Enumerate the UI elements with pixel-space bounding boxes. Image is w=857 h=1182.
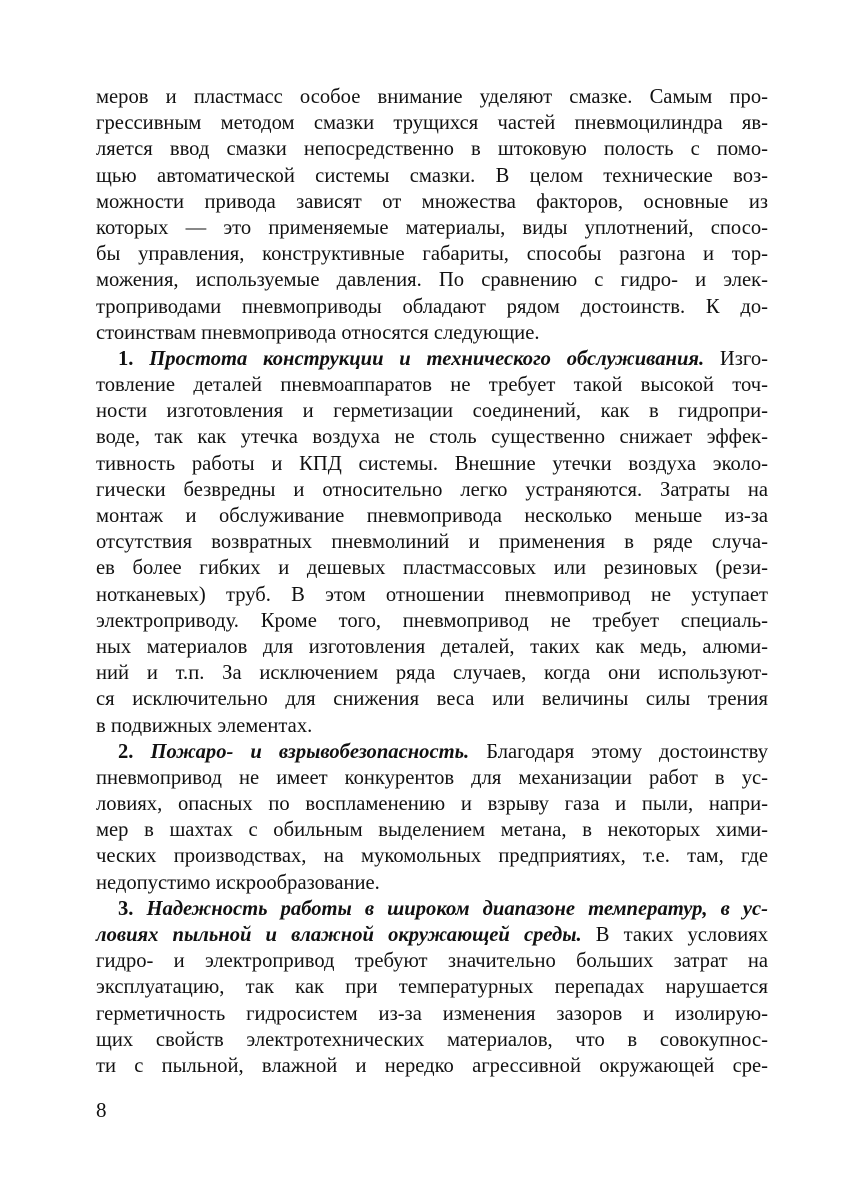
page-body xyxy=(96,84,768,1079)
item-text: Изго- xyxy=(704,347,768,370)
page-number: 8 xyxy=(96,1098,107,1122)
text-line: можности привода зависят от множества факторов, основные из xyxy=(96,190,768,213)
text-line: электроприводу. Кроме того, пневмопривод не требует специаль- xyxy=(96,609,768,632)
item-second-line xyxy=(96,922,768,948)
text-line: ловиях, опасных по воспламенению и взрыву газа и пыли, напри- xyxy=(96,793,768,816)
text-line: щих свойств электротехнических материалов, что в совокупнос- xyxy=(96,1028,768,1051)
text-line: пневмопривод не имеет конкурентов для механизации работ в ус- xyxy=(96,766,768,789)
text-line: тивность работы и КПД системы. Внешние утечки воздуха эколо- xyxy=(96,452,768,475)
paragraph-item-1 xyxy=(96,346,768,739)
text-line: эксплуатацию, так как при температурных перепадах нарушается xyxy=(96,976,768,999)
text-line: ности изготовления и герметизации соединений, как в гидропри- xyxy=(96,400,768,423)
text-line: грессивным методом смазки трущихся частей пневмоцилиндра яв- xyxy=(96,112,768,135)
text-line: мер в шахтах с обильным выделением метана, в некоторых хими- xyxy=(96,819,768,842)
text-line: монтаж и обслуживание пневмопривода несколько меньше из-за xyxy=(96,505,768,527)
paragraph-item-3 xyxy=(96,896,768,1079)
text-line: ти с пыльной, влажной и нередко агрессивной окружающей сре- xyxy=(96,1054,768,1077)
paragraph-item-2 xyxy=(96,739,768,896)
text-line: ний и т.п. За исключением ряда случаев, когда они используют- xyxy=(96,662,768,685)
text-line: в подвижных элементах. xyxy=(96,714,313,737)
item-heading-cont: ловиях пыльной и влажной окружающей среды. xyxy=(96,924,582,946)
paragraph-intro xyxy=(96,84,768,346)
item-heading: Пожаро- и взрывобезопасность. xyxy=(150,740,470,763)
text-line: отсутствия возвратных пневмолиний и применения в ряде случа- xyxy=(96,531,768,554)
text-line: бы управления, конструктивные габариты, способы разгона и тор- xyxy=(96,243,768,266)
text-line: ев более гибких и дешевых пластмассовых или резиновых (рези- xyxy=(96,557,768,580)
item-number: 1. xyxy=(118,347,134,370)
text-line: недопустимо искрообразование. xyxy=(96,871,380,894)
text-line: щью автоматической системы смазки. В целом технические воз- xyxy=(96,164,768,187)
text-line: стоинствам пневмопривода относятся следующие. xyxy=(96,321,540,344)
text-line: герметичность гидросистем из-за изменения зазоров и изолирую- xyxy=(96,1002,768,1025)
text-line: ляется ввод смазки непосредственно в штоковую полость с помо- xyxy=(96,138,768,161)
text-line: воде, так как утечка воздуха не столь существенно снижает эффек- xyxy=(96,426,768,449)
item-heading: Простота конструкции и технического обслуживания. xyxy=(149,347,705,370)
item-first-line xyxy=(96,896,768,922)
text-line: ся исключительно для снижения веса или величины силы трения xyxy=(96,688,768,711)
text-line: меров и пластмасс особое внимание уделяют смазке. Самым про- xyxy=(96,86,768,108)
text-line: троприводами пневмоприводы обладают рядом достоинств. К до- xyxy=(96,295,768,318)
item-number: 3. xyxy=(118,897,134,920)
text-line: нотканевых) труб. В этом отношении пневмопривод не уступает xyxy=(96,583,768,606)
item-number: 2. xyxy=(118,740,134,763)
text-line: ных материалов для изготовления деталей, таких как медь, алюми- xyxy=(96,635,768,658)
item-first-line xyxy=(96,739,768,765)
text-line: гидро- и электропривод требуют значительно больших затрат на xyxy=(96,950,768,973)
item-text: В таких условиях xyxy=(581,924,769,946)
text-line: гически безвредны и относительно легко устраняются. Затраты на xyxy=(96,478,768,501)
text-line: можения, используемые давления. По сравнению с гидро- и элек- xyxy=(96,269,768,292)
text-line: которых — это применяемые материалы, виды уплотнений, спосо- xyxy=(96,216,768,239)
item-text: Благодаря этому достоинству xyxy=(469,740,768,763)
item-heading: Надежность работы в широком диапазоне температур, в ус- xyxy=(146,897,768,920)
text-line: товление деталей пневмоаппаратов не требует такой высокой точ- xyxy=(96,374,768,397)
text-line: ческих производствах, на мукомольных предприятиях, т.е. там, где xyxy=(96,845,768,868)
item-first-line xyxy=(96,346,768,372)
